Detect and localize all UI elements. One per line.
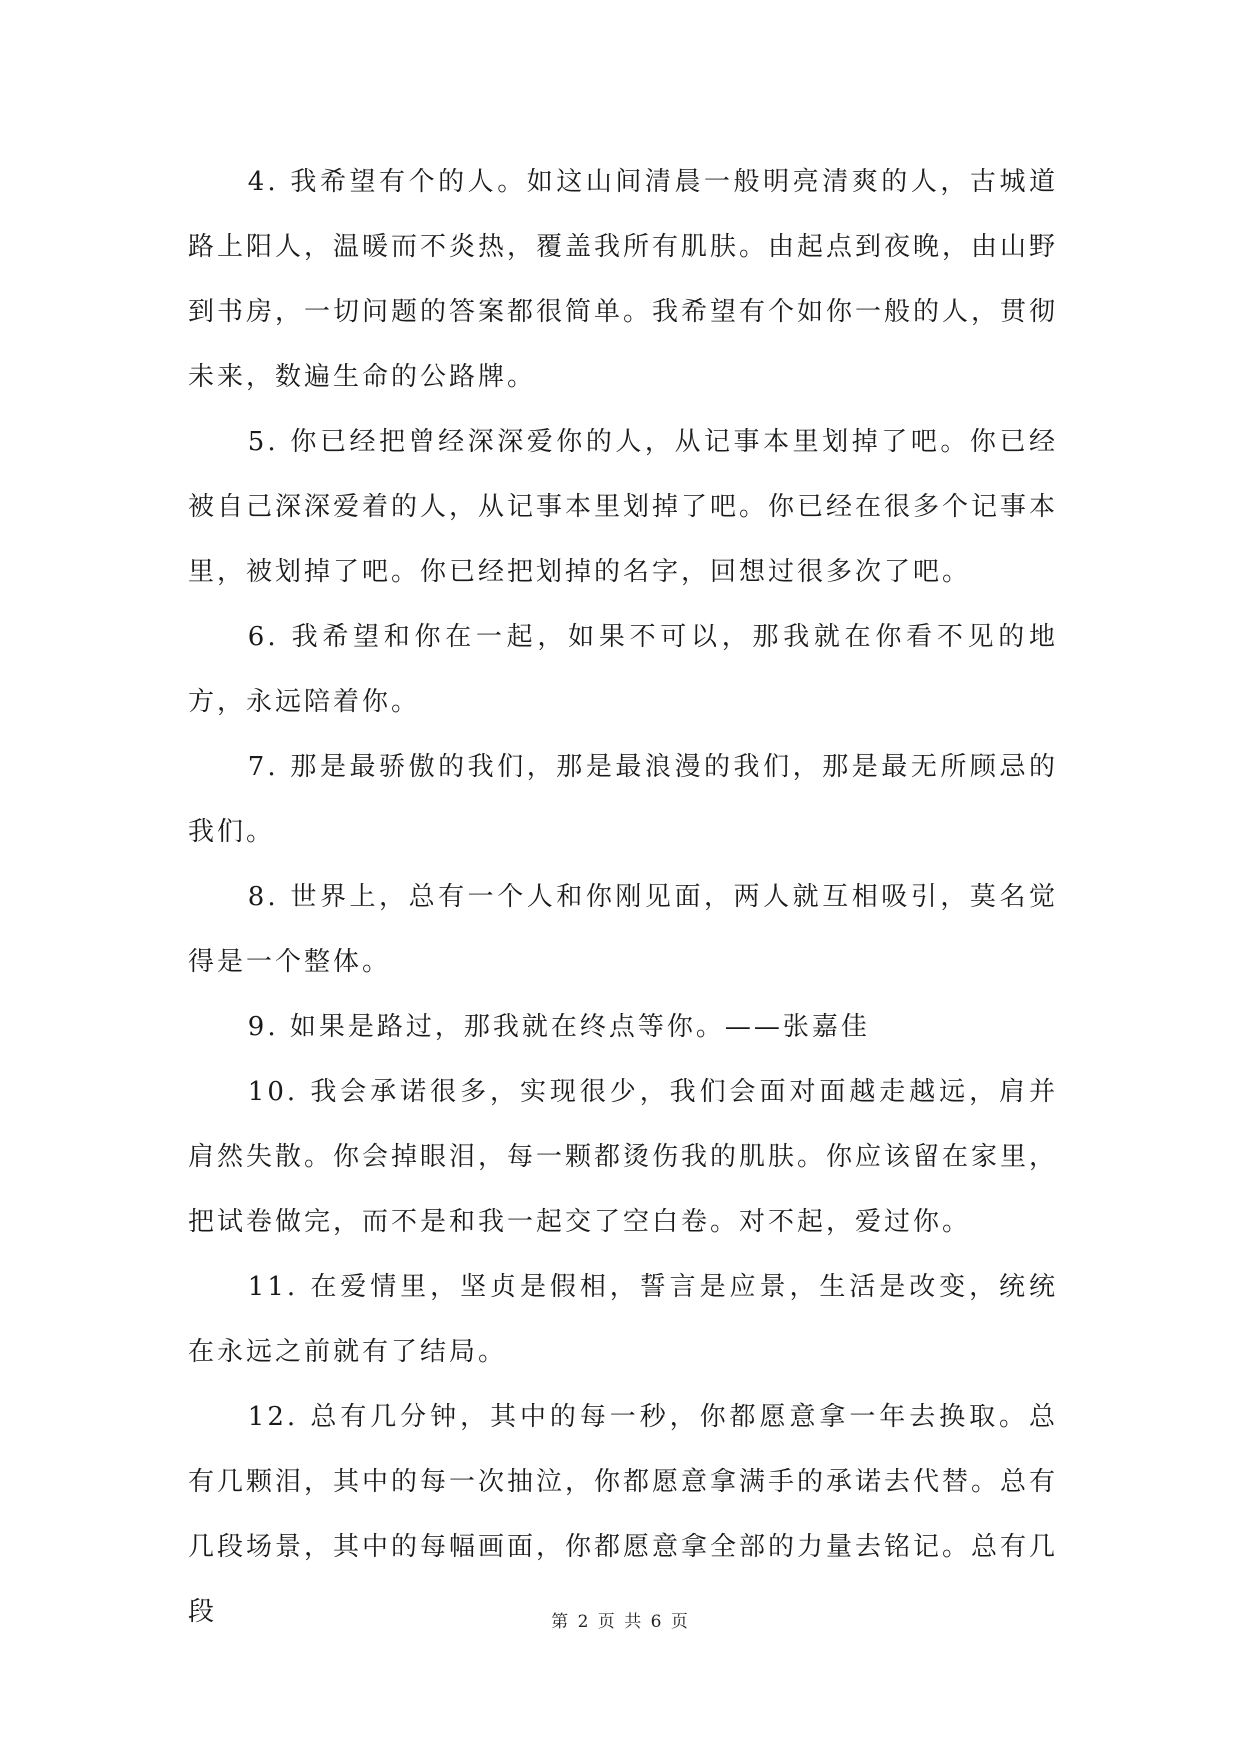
paragraph-10: 10. 我会承诺很多，实现很少，我们会面对面越走越远，肩并肩然失散。你会掉眼泪，每一颗都烫伤我的肌肤。你应该留在家里，把试卷做完，而不是和我一起交了空白卷。对不起，爱过你。 [188,1077,1059,1237]
paragraph-9: 9. 如果是路过，那我就在终点等你。——张嘉佳 [247,1012,870,1042]
paragraph-4: 4. 我希望有个的人。如这山间清晨一般明亮清爽的人，古城道路上阳人，温暖而不炎热，覆盖我所有肌肤。由起点到夜晚，由山野到书房，一切问题的答案都很简单。我希望有个如你一般的人，贯彻未来，数遍生命的公路牌。 [188,167,1059,392]
paragraph-5: 5. 你已经把曾经深深爱你的人，从记事本里划掉了吧。你已经被自己深深爱着的人，从记事本里划掉了吧。你已经在很多个记事本里，被划掉了吧。你已经把划掉的名字，回想过很多次了吧。 [188,427,1059,587]
paragraph-12: 12. 总有几分钟，其中的每一秒，你都愿意拿一年去换取。总有几颗泪，其中的每一次抽泣，你都愿意拿满手的承诺去代替。总有几段场景，其中的每幅画面，你都愿意拿全部的力量去铭记。总有几段 [188,1402,1059,1627]
paragraph-6: 6. 我希望和你在一起，如果不可以，那我就在你看不见的地方，永远陪着你。 [188,622,1058,717]
page-number-footer: 第 2 页 共 6 页 [551,1612,690,1632]
paragraph-7: 7. 那是最骄傲的我们，那是最浪漫的我们，那是最无所顾忌的我们。 [188,752,1058,847]
paragraph-11: 11. 在爱情里，坚贞是假相，誓言是应景，生活是改变，统统在永远之前就有了结局。 [188,1272,1058,1367]
document-body [188,150,1058,1645]
paragraph-8: 8. 世界上，总有一个人和你刚见面，两人就互相吸引，莫名觉得是一个整体。 [188,882,1058,977]
